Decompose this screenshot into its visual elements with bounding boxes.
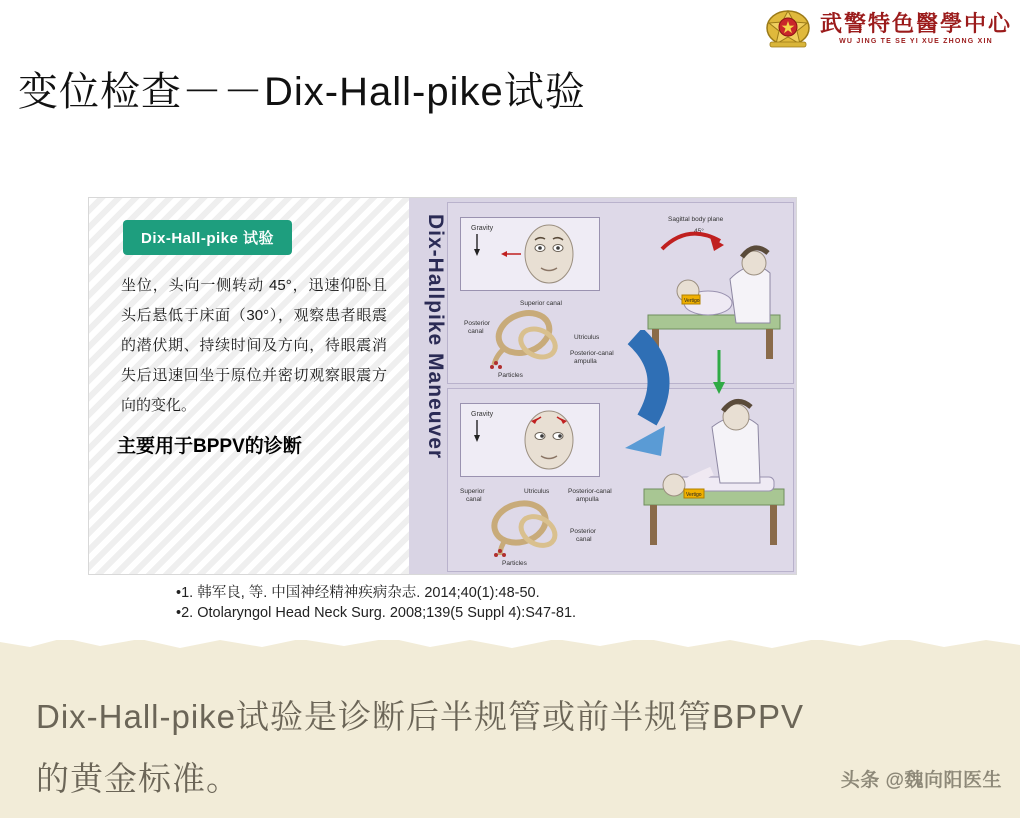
reference-item: •1. 韩军良, 等. 中国神经精神疾病杂志. 2014;40(1):48-50. <box>176 585 540 601</box>
svg-text:Particles: Particles <box>502 560 527 567</box>
svg-text:canal: canal <box>466 496 482 503</box>
svg-text:Superior canal: Superior canal <box>520 300 562 307</box>
logo-text <box>820 13 1012 45</box>
figure-text-panel <box>89 198 409 574</box>
svg-text:Posterior: Posterior <box>570 528 597 535</box>
svg-text:45°: 45° <box>694 228 704 235</box>
summary-line-2: 的黄金标准。 <box>36 760 240 797</box>
references <box>176 583 576 623</box>
face-diagram-bottom <box>460 403 600 477</box>
maneuver-label: Dix-Hallpike Maneuver <box>424 214 447 460</box>
police-medical-emblem-icon <box>764 6 812 52</box>
green-arrow-icon <box>709 348 729 401</box>
logo-chinese-name: 武警特色醫學中心 <box>819 11 1012 37</box>
figure <box>88 197 797 575</box>
figure-badge: Dix-Hall-pike 试验 <box>123 220 292 255</box>
institution-logo <box>764 6 1012 52</box>
svg-text:Sagittal body plane: Sagittal body plane <box>668 216 724 223</box>
figure-description: 坐位，头向一侧转动 45°，迅速仰卧且头后悬低于床面（30°），观察患者眼震的潜伏期、持续时间及方向，待眼震消失后迅速回坐于原位并密切观察眼震方向的变化。 <box>121 277 387 414</box>
reference-item: •2. Otolaryngol Head Neck Surg. 2008;139(5 Suppl 4):S47-81. <box>176 605 577 621</box>
logo-pinyin: WU JING TE SE YI XUE ZHONG XIN <box>839 38 993 45</box>
svg-text:Gravity: Gravity <box>471 225 494 232</box>
svg-text:Posterior-canal: Posterior-canal <box>570 350 614 357</box>
svg-text:ampulla: ampulla <box>576 496 599 503</box>
summary-line-1: Dix-Hall-pike试验是诊断后半规管或前半规管BPPV <box>36 698 805 735</box>
page-title: 变位检查－－Dix-Hall-pike试验 <box>18 70 586 114</box>
summary-text <box>36 686 976 810</box>
svg-text:ampulla: ampulla <box>574 358 597 365</box>
face-diagram-top <box>460 217 600 291</box>
svg-text:Posterior-canal: Posterior-canal <box>568 488 612 495</box>
transition-arrow-icon <box>595 330 715 460</box>
watermark: 头条 @魏向阳医生 <box>840 770 1002 791</box>
svg-text:Posterior: Posterior <box>464 320 491 327</box>
svg-text:Superior: Superior <box>460 488 485 495</box>
svg-text:canal: canal <box>468 328 484 335</box>
svg-text:Utriculus: Utriculus <box>574 334 600 341</box>
summary-banner <box>0 634 1020 818</box>
svg-text:Particles: Particles <box>498 372 523 379</box>
figure-conclusion: 主要用于BPPV的诊断 <box>117 436 302 457</box>
svg-text:canal: canal <box>576 536 592 543</box>
semicircular-canal-diagram-bottom <box>458 481 634 569</box>
figure-illustration <box>409 198 796 574</box>
torn-paper-edge <box>0 634 1020 652</box>
svg-text:Vertigo: Vertigo <box>686 492 702 498</box>
svg-text:Vertigo: Vertigo <box>684 298 700 304</box>
svg-text:Gravity: Gravity <box>471 411 494 418</box>
svg-text:Utriculus: Utriculus <box>524 488 550 495</box>
